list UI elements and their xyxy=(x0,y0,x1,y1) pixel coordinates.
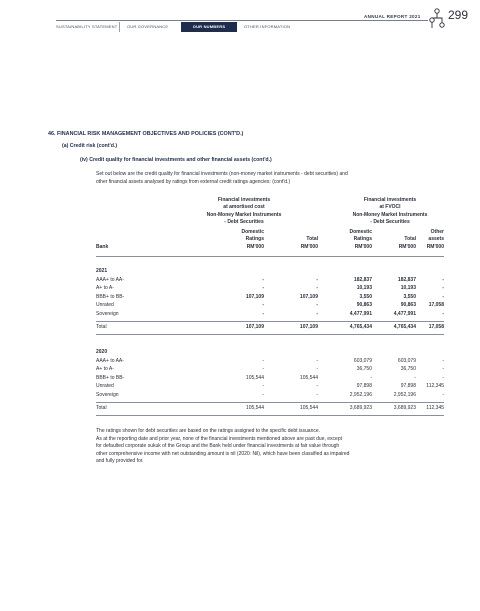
table-cell: - xyxy=(316,383,318,390)
col-other-assets: Other assets RM'000 xyxy=(426,229,444,250)
table-cell: - xyxy=(316,392,318,398)
table-cell: 107,109 xyxy=(245,293,264,300)
table-cell: 2,952,196 xyxy=(349,392,372,398)
table-cell: 10,193 xyxy=(400,285,416,292)
total-cell: 107,109 xyxy=(245,324,264,331)
table-cell: 182,837 xyxy=(397,276,416,283)
col-total-fvoci: Total RM'000 xyxy=(398,236,416,250)
table-cell: 10,193 xyxy=(356,285,372,292)
table-cell: 603,079 xyxy=(397,357,416,364)
table-cell: 105,544 xyxy=(299,374,318,381)
annual-report-label: ANNUAL REPORT 2021 xyxy=(364,14,421,19)
table-cell: - xyxy=(316,311,318,317)
group1-header: Financial investments at amortised cost Non-Money Market Instruments - Debt Securities xyxy=(206,197,282,226)
circuit-logo-icon xyxy=(428,6,446,32)
col-domestic-fvoci: Domestic Ratings RM'000 xyxy=(349,229,372,250)
total-label: Total xyxy=(96,405,107,412)
row-label: A+ to A- xyxy=(96,366,114,373)
table-cell: 90,863 xyxy=(356,302,372,309)
row-label: Unrated xyxy=(96,383,114,390)
nav-other-information[interactable]: OTHER INFORMATION xyxy=(244,24,291,29)
table-cell: 3,550 xyxy=(403,293,416,300)
row-label: AAA+ to AA- xyxy=(96,357,124,364)
table-cell: 90,863 xyxy=(400,302,416,309)
year-label: 2021 xyxy=(96,268,108,274)
total-cell: 107,109 xyxy=(299,324,318,331)
footnote-line: and fully provided for. xyxy=(96,458,144,465)
table-cell: 4,477,991 xyxy=(393,311,416,317)
table-cell: - xyxy=(442,357,444,364)
total-bottom-divider xyxy=(96,334,444,335)
row-label: AAA+ to AA- xyxy=(96,276,124,283)
table-cell: - xyxy=(442,311,444,317)
table-cell: - xyxy=(316,357,318,364)
table-cell: 3,550 xyxy=(359,293,372,300)
total-cell: 3,689,923 xyxy=(393,405,416,412)
total-cell: 112,345 xyxy=(426,405,444,412)
table-cell: - xyxy=(262,366,264,373)
footnote-line: The ratings shown for debt securities are based on the ratings assigned to the specific debt issuance. xyxy=(96,428,321,434)
table-cell: - xyxy=(262,276,264,283)
header-divider xyxy=(96,256,444,257)
section-title: 46. FINANCIAL RISK MANAGEMENT OBJECTIVES AND POLICIES (CONT'D.) xyxy=(48,131,244,137)
total-cell: 3,689,923 xyxy=(349,405,372,412)
table-cell: - xyxy=(262,392,264,398)
col-domestic-amortised: Domestic Ratings RM'000 xyxy=(241,229,264,250)
col-total-amortised: Total RM'000 xyxy=(300,236,318,250)
table-cell: 97,898 xyxy=(356,383,372,390)
table-cell: - xyxy=(442,293,444,300)
total-divider xyxy=(96,402,444,403)
row-label: BBB+ to BB- xyxy=(96,374,125,381)
nav-sustainability[interactable]: SUSTAINABILITY STATEMENT xyxy=(56,24,118,29)
table-cell: 17,058 xyxy=(428,302,444,309)
row-label: Unrated xyxy=(96,302,114,309)
total-cell: 105,544 xyxy=(245,405,264,412)
total-cell: 105,544 xyxy=(299,405,318,412)
table-cell: - xyxy=(316,285,318,292)
table-cell: - xyxy=(262,357,264,364)
page-number: 299 xyxy=(448,8,469,22)
table-cell: - xyxy=(316,276,318,283)
footnote xyxy=(96,428,446,466)
table-cell: 2,952,196 xyxy=(393,392,416,398)
table-cell: 182,837 xyxy=(353,276,372,283)
subsection-credit-quality: (iv) Credit quality for financial investments and other financial assets (cont'd.) xyxy=(80,157,272,163)
row-label: Sovereign xyxy=(96,392,119,398)
header-rule xyxy=(56,20,428,21)
nav-our-numbers[interactable]: OUR NUMBERS xyxy=(181,22,237,32)
total-cell: 4,765,434 xyxy=(349,324,372,331)
total-cell: 17,058 xyxy=(428,324,444,331)
total-label: Total xyxy=(96,324,107,331)
table-cell: - xyxy=(316,302,318,309)
row-label: A+ to A- xyxy=(96,285,114,292)
row-label: Sovereign xyxy=(96,311,119,317)
total-bottom-divider xyxy=(96,415,444,416)
table-cell: 36,750 xyxy=(400,366,416,373)
table-cell: 112,345 xyxy=(426,383,444,390)
table-cell: 603,079 xyxy=(353,357,372,364)
table-cell: - xyxy=(370,374,372,381)
table-cell: - xyxy=(262,302,264,309)
intro-line-1: Set out below are the credit quality for financial investments (non-money market instruments - debt securities) and xyxy=(96,171,348,177)
table-cell: - xyxy=(442,392,444,398)
table-cell: 107,109 xyxy=(299,293,318,300)
footnote-line: for defaulted corporate sukuk of the Group and the Bank held under financial investments at fair value through xyxy=(96,443,340,450)
table-cell: 97,898 xyxy=(400,383,416,390)
table-cell: - xyxy=(262,383,264,390)
group2-header: Financial investments at FVOCI Non-Money Market Instruments - Debt Securities xyxy=(352,197,428,226)
table-cell: - xyxy=(262,311,264,317)
nav-governance[interactable]: OUR GOVERNANCE xyxy=(127,24,169,29)
table-cell: 36,750 xyxy=(356,366,372,373)
table-cell: - xyxy=(316,366,318,373)
table-cell: - xyxy=(262,285,264,292)
table-cell: 105,544 xyxy=(245,374,264,381)
table-cell: - xyxy=(414,374,416,381)
intro-line-2: other financial assets analysed by ratings from external credit ratings agencies: (cont'd.) xyxy=(96,179,291,185)
table-cell: - xyxy=(442,285,444,292)
table-cell: - xyxy=(442,366,444,373)
nav-divider xyxy=(119,22,120,32)
table-cell: - xyxy=(442,374,444,381)
total-divider xyxy=(96,321,444,322)
year-label: 2020 xyxy=(96,349,108,355)
total-cell: 4,765,434 xyxy=(393,324,416,331)
subsection-credit-risk: (a) Credit risk (cont'd.) xyxy=(62,143,118,149)
table-cell: - xyxy=(442,276,444,283)
table-cell: 4,477,991 xyxy=(349,311,372,317)
footnote-line: As at the reporting date and prior year, none of the financial investments mentioned above are past due, except xyxy=(96,435,342,442)
footnote-line: other comprehensive income with net outstanding amount is nil (2020: Nil), which have been classified as impaired xyxy=(96,450,350,457)
bank-label: Bank xyxy=(96,244,109,250)
row-label: BBB+ to BB- xyxy=(96,293,125,300)
